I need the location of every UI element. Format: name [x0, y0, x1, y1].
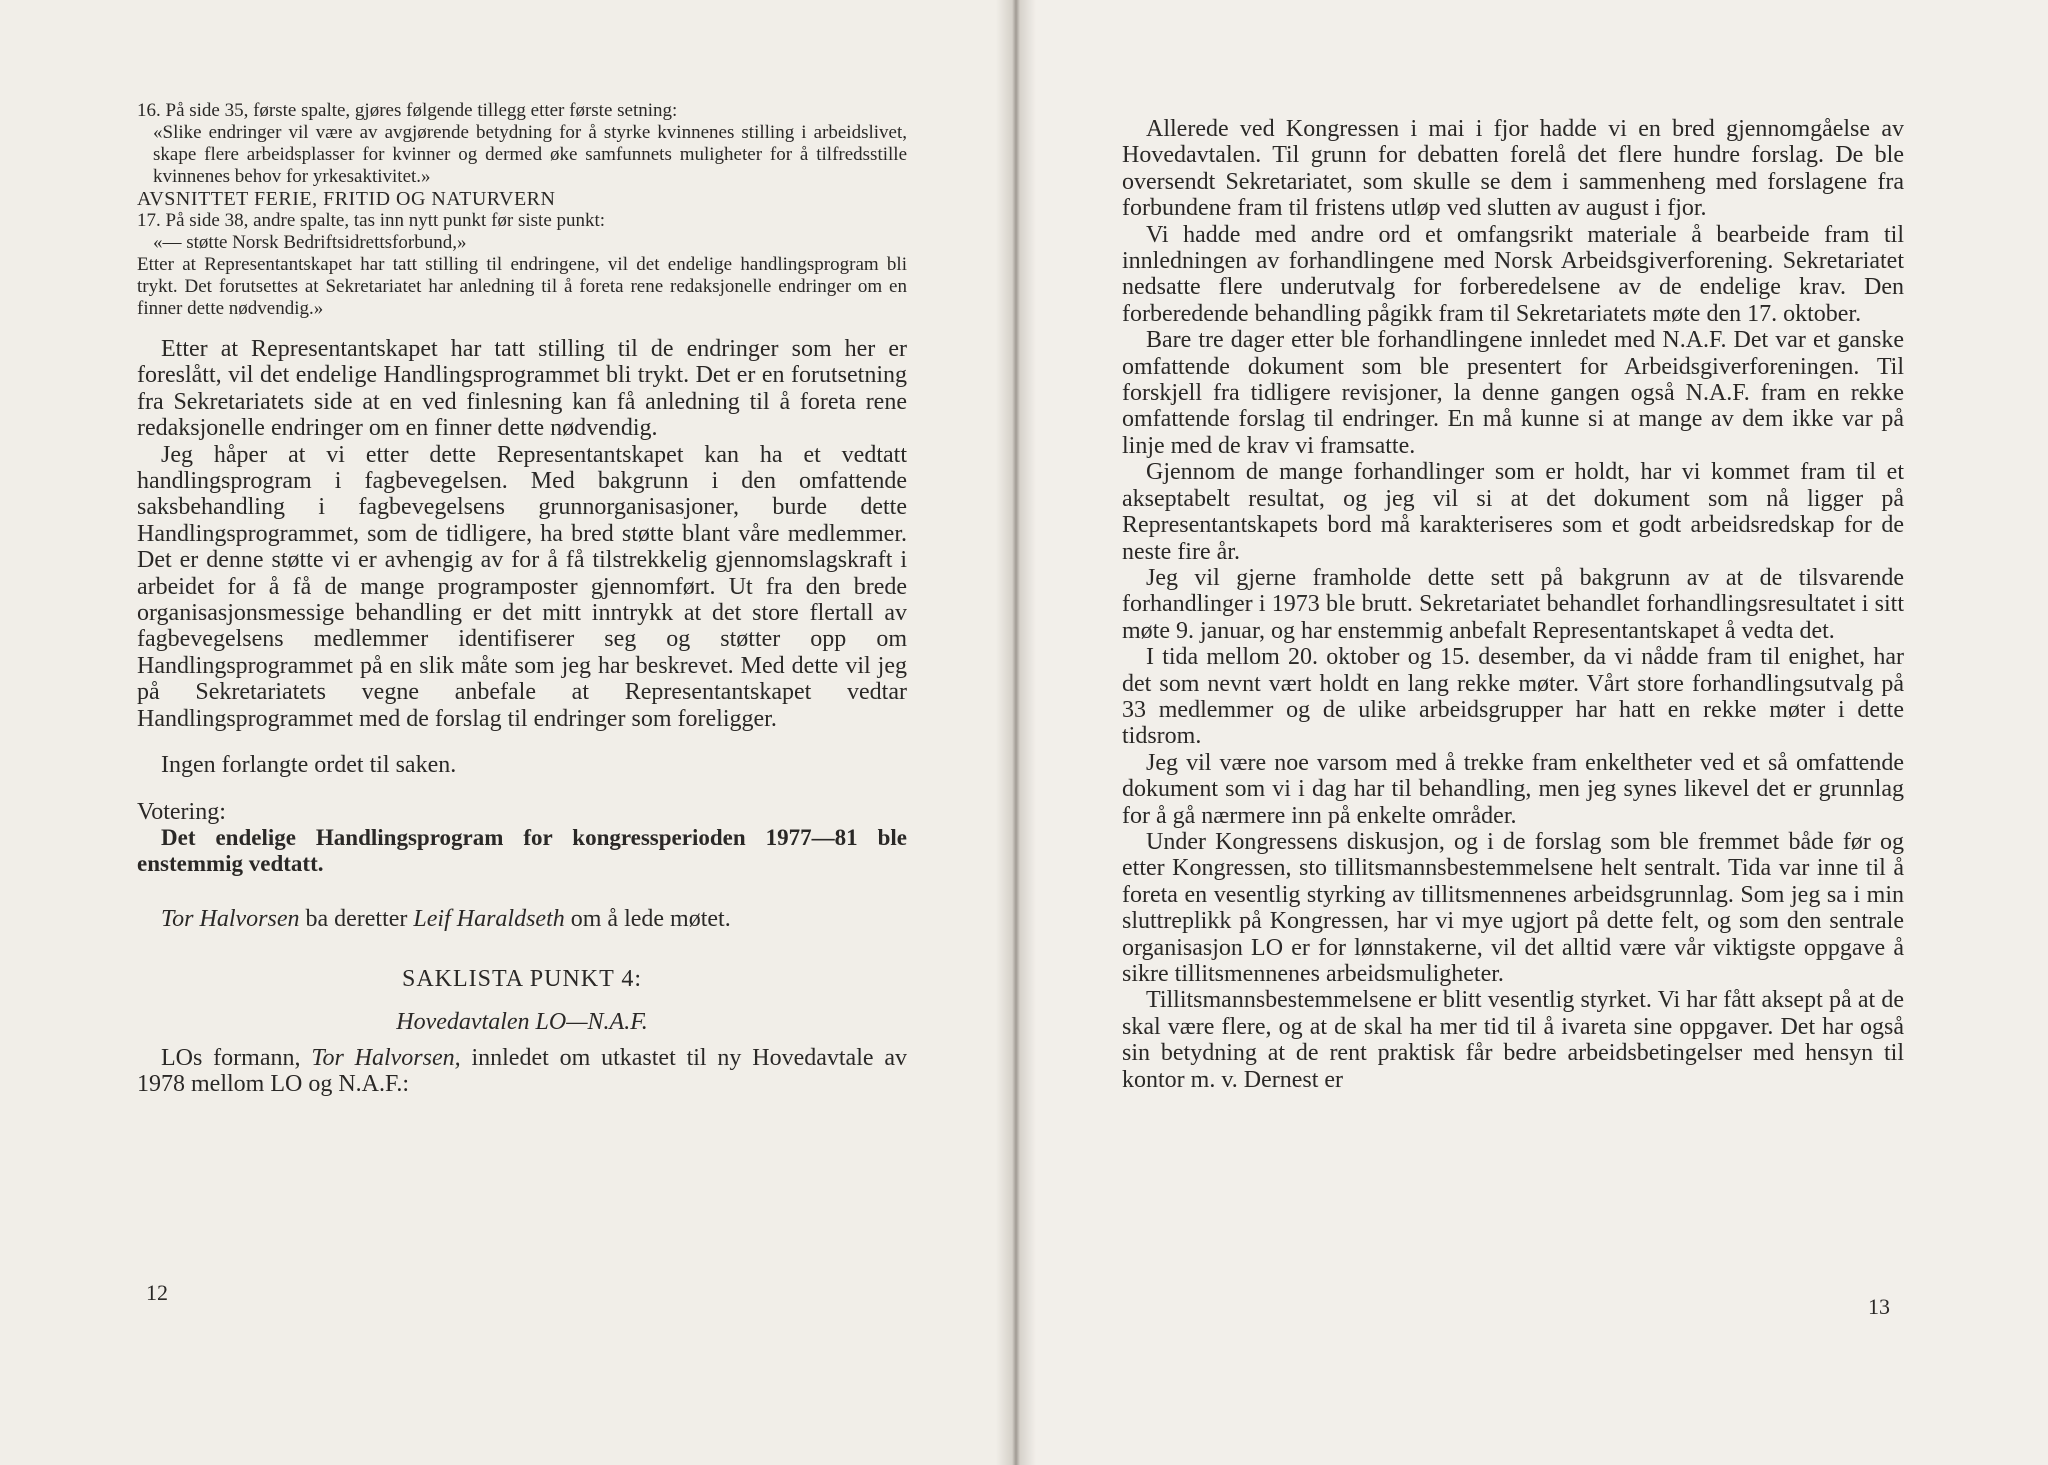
paragraph: Ingen forlangte ordet til saken.: [161, 752, 457, 779]
chair-handover: [137, 906, 907, 932]
text-fragment: LOs formann,: [161, 1044, 312, 1071]
amendment-closing-paragraph: Etter at Representantskapet har tatt stilling til endringene, vil det endelige handlingsprogram bli trykt. Det forutsettes at Sekretariatet har anledning til å foreta rene redaksjonelle endringer om en finner dette nødvendig.»: [137, 254, 907, 319]
amendment-list: [137, 100, 907, 320]
person-name: Leif Haraldseth: [413, 905, 565, 932]
item-17-heading: 17. På side 38, andre spalte, tas inn nytt punkt før siste punkt:: [137, 210, 606, 231]
text-fragment: ba deretter: [299, 905, 414, 932]
page-number-left: 12: [146, 1280, 168, 1305]
paragraph: Vi hadde med andre ord et omfangsrikt materiale å bearbeide fram til innledningen av forhandlingene med Norsk Arbeidsgiverforening. Sekretariatet nedsatte flere underutvalg for forberedelsene av de endelige krav. Den forberedende behandling pågikk fram til Sekretariatets møte den 17. oktober.: [1122, 221, 1904, 327]
person-name: Tor Halvorsen: [161, 905, 300, 932]
paragraph: Jeg håper at vi etter dette Representantskapet kan ha et vedtatt handlingsprogram i fagbevegelsen. Med bakgrunn i den omfattende saksbehandling i fagbevegelsens grunnorganisasjoner, burde dette Handlingsprogrammet, som de tidligere, ha bred støtte blant våre medlemmer. Det er denne støtte vi er avhengig av for å få tilstrekkelig gjennomslagskraft i arbeidet for å få de mange programposter gjennomført. Ut fra den brede organisasjonsmessige behandling er det mitt inntrykk at det store flertall av fagbevegelsens medlemmer identifiserer seg og støtter opp om Handlingsprogrammet på en slik måte som jeg har beskrevet. Med dette vil jeg på Sekretariatets vegne anbefale at Representantskapet vedtar Handlingsprogrammet med de forslag til endringer som foreligger.: [137, 441, 907, 732]
paragraph: I tida mellom 20. oktober og 15. desember, da vi nådde fram til enighet, har det som nevnt vært holdt en lang rekke møter. Vårt store forhandlingsutvalg på 33 medlemmer og de ulike arbeidsgrupper har hatt en rekke møter i dette tidsrom.: [1122, 644, 1904, 750]
vote-result: Det endelige Handlingsprogram for kongressperioden 1977—81 ble enstemmig vedtatt.: [137, 824, 907, 877]
paragraph: Tillitsmannsbestemmelsene er blitt vesentlig styrket. Vi har fått aksept på at de skal være flere, og at de skal ha mer tid til å ivareta sine oppgaver. Det har også sin betydning at de rent praktisk får bedre arbeidsbetingelser med hensyn til kontor m. v. Dernest er: [1122, 987, 1904, 1093]
item-16-quote: «Slike endringer vil være av avgjørende betydning for å styrke kvinnenes stilling i arbeidslivet, skape flere arbeidsplasser for kvinner og dermed øke samfunnets muligheter for å tilfredsstille kvinnenes behov for yrkesaktivitet.»: [153, 122, 907, 187]
book-gutter: [996, 0, 1036, 1465]
section-heading: AVSNITTET FERIE, FRITID OG NATURVERN: [137, 188, 556, 210]
paragraph: Jeg vil være noe varsom med å trekke fram enkeltheter ved et så omfattende dokument som vi i dag har til behandling, men jeg synes likevel det er grunnlag for å gå nærmere inn på enkelte områder.: [1122, 749, 1904, 829]
left-page: [0, 0, 1012, 1465]
paragraph: Under Kongressens diskusjon, og i de forslag som ble fremmet både før og etter Kongressen, sto tillitsmannsbestemmelsene helt sentralt. Tida var inne til å foreta en vesentlig styrking av tillitsmennenes arbeidsgrunnlag. Som jeg sa i min sluttreplikk på Kongressen, har vi mye ugjort på dette felt, og som den sentrale organisasjon LO er for lønnstakerne, vil det alltid være vår viktigste oppgave å sikre tillitsmennenes arbeidsmuligheter.: [1122, 828, 1904, 987]
paragraph: Etter at Representantskapet har tatt stilling til de endringer som her er foreslått, vil det endelige Handlingsprogrammet bli trykt. Det er en forutsetning fra Sekretariatets side at en ved finlesning kan få anledning til å foreta rene redaksjonelle endringer om en finner dette nødvendig.: [137, 336, 907, 442]
intro-paragraph: [137, 1045, 907, 1098]
paragraph: Gjennom de mange forhandlinger som er holdt, har vi kommet fram til et akseptabelt resultat, og jeg vil si at det dokument som nå ligger på Representantskapets bord må karakteriseres som et godt arbeidsredskap for de neste fire år.: [1122, 459, 1904, 565]
page-number-right: 13: [1868, 1294, 1890, 1319]
paragraph: Bare tre dager etter ble forhandlingene innledet med N.A.F. Det var et ganske omfattende dokument som ble presentert for Arbeidsgiverforeningen. Til forskjell fra tidligere revisjoner, la denne gangen også N.A.F. fram en rekke omfattende forslag til endringer. En må kunne si at mange av dem ikke var på linje med de krav vi framsatte.: [1122, 327, 1904, 459]
agenda-subheading: Hovedavtalen LO—N.A.F.: [396, 1008, 648, 1035]
left-page-text: [137, 100, 907, 1098]
vote-label: Votering:: [137, 798, 226, 825]
paragraph: Jeg vil gjerne framholde dette sett på bakgrunn av at de tilsvarende forhandlinger i 1973 ble brutt. Sekretariatet behandlet forhandlingsresultatet i sitt møte 9. januar, og har enstemmig anbefalt Representantskapet å vedta det.: [1122, 564, 1904, 644]
text-fragment: innledet om utkastet til ny Hovedavtale av 1978 mellom LO og N.A.F.:: [137, 1044, 908, 1098]
paragraph: Allerede ved Kongressen i mai i fjor hadde vi en bred gjennomgåelse av Hovedavtalen. Til grunn for debatten forelå det flere hundre forslag. De ble oversendt Sekretariatet, som skulle se dem i sammenheng med forslagene fra forbundene fram til fristens utløp ved slutten av august i fjor.: [1122, 116, 1904, 222]
person-name: Tor Halvorsen,: [311, 1044, 461, 1071]
right-page: [1012, 0, 2048, 1465]
text-fragment: om å lede møtet.: [564, 905, 731, 932]
agenda-heading: SAKLISTA PUNKT 4:: [402, 966, 642, 993]
item-17-quote: «— støtte Norsk Bedriftsidrettsforbund,»: [153, 232, 467, 253]
right-page-text: [1122, 116, 1904, 1093]
item-16-heading: 16. På side 35, første spalte, gjøres følgende tillegg etter første setning:: [137, 100, 678, 121]
left-body-text: [137, 336, 907, 1098]
